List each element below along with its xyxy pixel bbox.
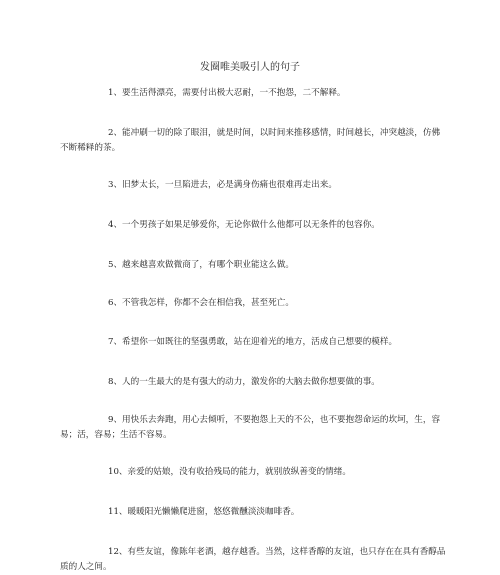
paragraph-1: 1、要生活得漂亮，需要付出极大忍耐，一不抱怨，二不解释。: [108, 88, 346, 98]
paragraph-10: 10、亲爱的姑娘，没有收拾残局的能力，就别放纵善变的情绪。: [108, 467, 351, 477]
paragraph-11: 11、暖暖阳光懒懒爬进窗，悠悠微醺淡淡咖啡香。: [108, 507, 300, 517]
paragraph-12: 12、有些友谊，像陈年老酒，越存越香。当然，这样香醇的友谊，也只存在在具有香醇品质的人之间。: [60, 547, 446, 572]
paragraph-2: 2、能冲刷一切的除了眼泪，就是时间，以时间来推移感情，时间越长，冲突越淡，仿佛不断稀释的茶。: [60, 128, 441, 153]
document-title: 发圈唯美吸引人的句子: [200, 62, 300, 73]
paragraph-4: 4、一个男孩子如果足够爱你，无论你做什么他都可以无条件的包容你。: [108, 220, 380, 230]
paragraph-9: 9、用快乐去奔跑，用心去倾听，不要抱怨上天的不公，也不要抱怨命运的坎坷，生，容易；活，容易；生活不容易。: [60, 415, 441, 440]
paragraph-7: 7、希望你一如既往的坚强勇敢，站在迎着光的地方，活成自己想要的模样。: [108, 337, 398, 347]
paragraph-8: 8、人的一生最大的是有强大的动力，激发你的大脑去做你想要做的事。: [108, 377, 380, 387]
paragraph-5: 5、越来越喜欢做微商了，有哪个职业能这么做。: [108, 260, 294, 270]
paragraph-6: 6、不管我怎样，你都不会在相信我，甚至死亡。: [108, 298, 294, 308]
paragraph-3: 3、旧梦太长，一旦陷进去，必是满身伤痛也很难再走出来。: [108, 180, 337, 190]
